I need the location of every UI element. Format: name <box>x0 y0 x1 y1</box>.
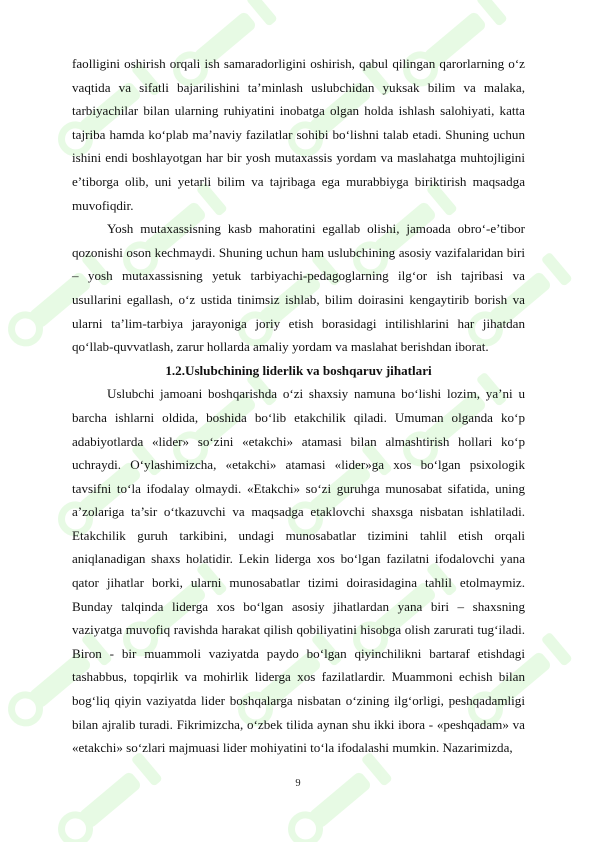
document-page <box>72 52 525 760</box>
paragraph-1: faolligini oshirish orqali ish samaradorligini oshirish, qabul qilingan qarorlarning o‘z vaqtida va sifatli bajarilishini ta’minlash uslubchidan yuksak bilim va malaka, tarbiyachilar bilan ularning ruhiyatini inobatga olgan holda ishlash salohiyati, katta tajriba hamda ko‘plab ma’naviy fazilatlar sohibi bo‘lishni talab etadi. Shuning uchun ishini endi boshlayotgan har bir yosh mutaxassis yordam va maslahatga muhtojligini e’tiborga olib, uni yetarli bilim va tajribaga ega murabbiyga biriktirish maqsadga muvofiqdir. <box>72 56 525 213</box>
paragraph-2: Yosh mutaxassisning kasb mahoratini egallab olishi, jamoada obro‘-e’tibor qozonishi oson kechmaydi. Shuning uchun ham uslubchining asosiy vazifalaridan biri – yosh mutaxassisning yetuk tarbiyachi-pedagoglarning ilg‘or ish tajribasi va usullarini egallash, o‘z ustida tinimsiz ishlab, bilim doirasini kengaytirib borish va ularni ta’lim-tarbiya jarayoniga joriy etish borasidagi intilishlarini har jihatdan qo‘llab-quvvatlash, zarur hollarda amaliy yordam va maslahat berishdan iborat. <box>72 221 525 355</box>
watermark-mark <box>283 752 393 842</box>
watermark-mark <box>53 752 163 842</box>
page-number: 9 <box>295 778 301 789</box>
paragraph-3: Uslubchi jamoani boshqarishda o‘zi shaxsiy namuna bo‘lishi lozim, ya’ni u barcha ishlarni oldida, boshida bo‘lib etakchilik qiladi. Umuman olganda ko‘p adabiyotlarda «lider» so‘zini «etakchi» atamasi bilan almashtirish hollari ko‘p uchraydi. O‘ylashimizcha, «etakchi» atamasi «lider»ga xos bo‘lgan psixologik tavsifni to‘la ifodalay olmaydi. «Etakchi» so‘zi guruhga munosabat sifatida, uning a’zolariga ta’sir o‘tkazuvchi va maqsadga etaklovchi shaxsga nisbatan ishlatiladi. Etakchilik guruh tarkibini, undagi munosabatlar tizimini tahlil etish orqali aniqlanadigan shaxs holatidir. Lekin liderga xos bo‘lgan fazilatni ifodalovchi yana qator jihatlar borki, ularni munosabatlar tizimi doirasidagina tahlil etolmaymiz. Bunday talqinda liderga xos bo‘lgan asosiy jihatlardan yana biri – shaxsning vaziyatga muvofiq ravishda harakat qilish qobiliyatini hisobga olish zarurati tug‘iladi. Biron - bir muammoli vaziyatda paydo bo‘lgan qiyinchilikni bartaraf etishdagi tashabbus, topqirlik va mohirlik liderga xos fazilatlardir. Muammoni echish bilan bog‘liq qiyin vaziyatda lider boshqalarga nisbatan o‘zining ilg‘orligi, peshqadamligi bilan ajralib turadi. Fikrimizcha, o‘zbek tilida aynan shu ikki ibora - «peshqadam» va «etakchi» so‘zlari majmuasi lider mohiyatini to‘la ifodalashi mumkin. Nazarimizda, <box>72 386 525 756</box>
section-heading: 1.2.Uslubchining liderlik va boshqaruv jihatlari <box>165 362 432 378</box>
